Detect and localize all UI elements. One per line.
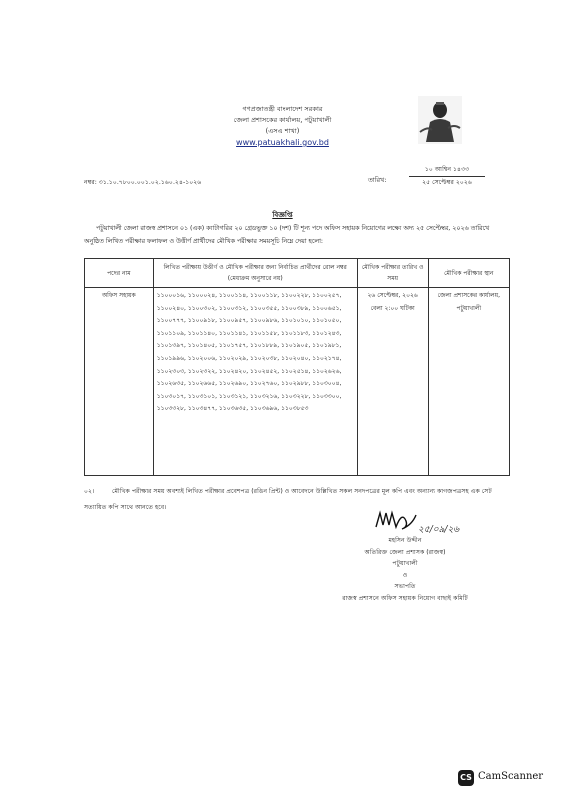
signatory-role: সভাপতি [394,583,416,590]
cell-rolls: ১১০০০১৬, ১১০০০২৪, ১১০০১১৪, ১১০০১১৮, ১১০০২২৮, ১১০০২৫৭, ১১০০২৪০, ১১০০৩০২, ১১০০৩১২, ১১০০৩৫৫, ১১০০৩৮৯, ১১০০৬৫১, ১১০০৭৭৭, ১১০০৯১৮, ১১০০৯৫৭, ১১০০৯৮৬, ১১০১০১০, ১১০১০৫০, ১১০১১০৯, ১১০১১৪০, ১১০১১৪১, ১১০১১৫৮, ১১০১১৮৩, ১১০১২৪৩, ১১০১৩৯৭, ১১০১৪০৫, ১১০১৭৫৭, ১১০১৮৮৯, ১১০১৯০৫, ১১০১৯৮১, ১১০১৯৯৬, ১১০২০০৬, ১১০২০২৯, ১১০২০৩৮, ১১০২০৪০, ১১০২১৭৪, ১১০২৩০৩, ১১০২৩২২, ১১০২৪২০, ১১০২৪৫২, ১১০২৫১৪, ১১০২৬২৬, ১১০২৬৩৫, ১১০২৬৬৫, ১১০২৬৯০, ১১০২৭৬০, ১১০২৯৮৮, ১১০৩০০৪, ১১০৩০১৭, ১১০৩১০১, ১১০৩১২১, ১১০৩২১৬, ১১০৩২২৮, ১১০৩৩০০, ১১০৩৩২৮, ১১০৩৪৭৭, ১১০৩৬৩৫, ১১০৩৬৯৬, ১১০৩৮৫৩ [153,288,357,476]
signatory-name: মহসিন উদ্দীন [388,537,422,544]
notice-body: পটুয়াখালী জেলা রাজস্ব প্রশাসনে ০১ (এক) ক্যাটাগরির ২০ গ্রেডভুক্ত ১০ (দশ) টি শূন্য পদে অফিস সহায়ক নিয়োগের লক্ষ্যে অদ্য ২৫ সেপ্টেম্বর, ২০২৬ তারিখে অনুষ্ঠিত লিখিত পরীক্ষার ফলাফল ও উত্তীর্ণ প্রার্থীদের মৌখিক পরীক্ষার সময়সূচি নিম্নে দেয়া হলো: [84,225,490,245]
instruction-paragraph [84,484,510,516]
instruction-text: মৌখিক পরীক্ষার সময় অবশ্যই লিখিত পরীক্ষার প্রবেশপত্র (রঙিন প্রিন্ট) ও আবেদনে উল্লিখিত সকল সনদপত্রের মূল কপি এবং অন্যান্য কাগজপত্রসহ এক সেট সত্যায়িত কপি সাথে আনতে হবে। [84,488,492,511]
signature-block [300,535,510,604]
header-rolls: লিখিত পরীক্ষায় উত্তীর্ণ ও মৌখিক পরীক্ষার জন্য নির্বাচিত প্রার্থীদের রোল নম্বর (মেধাক্রম অনুসারে নয়) [153,259,357,288]
date-block [405,164,489,189]
memo-number: নম্বর: ৩১.১০.৭৮০০.০০১.০২.১৬০.২৪-১০২৬ [84,179,202,186]
website-link[interactable]: www.patuakhali.gov.bd [236,138,329,147]
result-table [84,258,510,476]
portrait-emblem-icon [418,96,462,144]
table-header-row [85,259,510,288]
camscanner-logo-icon: CS [458,770,474,786]
signatory-and: ও [402,571,408,579]
cell-post: অফিস সহায়ক [85,288,154,476]
date-bangla: ১০ আশ্বিন ১৪৩৩ [424,166,470,173]
letterhead [150,104,415,149]
header-post: পদের নাম [85,259,154,288]
committee-name: রাজস্ব প্রশাসনে অফিস সহায়ক নিয়োগ বাছাই কমিটি [342,594,468,602]
camscanner-label: CamScanner [478,771,544,782]
handwritten-date: ২৫/০৯/২৬ [418,525,460,535]
cell-datetime: ২৬ সেপ্টেম্বর, ২০২৬ বেলা ২:০০ ঘটিকা [357,288,428,476]
signatory-designation: অতিরিক্ত জেলা প্রশাসক (রাজস্ব) [364,548,446,556]
section-name: (এসএ শাখা) [265,127,300,135]
header-datetime: মৌখিক পরীক্ষার তারিখ ও সময় [357,259,428,288]
date-english: ২৫ সেপ্টেম্বর ২০২৬ [422,179,472,186]
table-row [85,288,510,476]
header-venue: মৌখিক পরীক্ষার স্থান [428,259,509,288]
instruction-number: ০২। [84,488,95,495]
govt-name: গণপ্রজাতন্ত্রী বাংলাদেশ সরকার [242,105,323,113]
signatory-district: পটুয়াখালী [392,560,418,567]
cell-venue: জেলা প্রশাসকের কার্যালয়, পটুয়াখালী [428,288,509,476]
office-name: জেলা প্রশাসকের কার্যালয়, পটুয়াখালী [233,116,332,124]
date-label: তারিখ: [368,176,387,184]
notice-title: বিজ্ঞপ্তি [272,211,293,219]
